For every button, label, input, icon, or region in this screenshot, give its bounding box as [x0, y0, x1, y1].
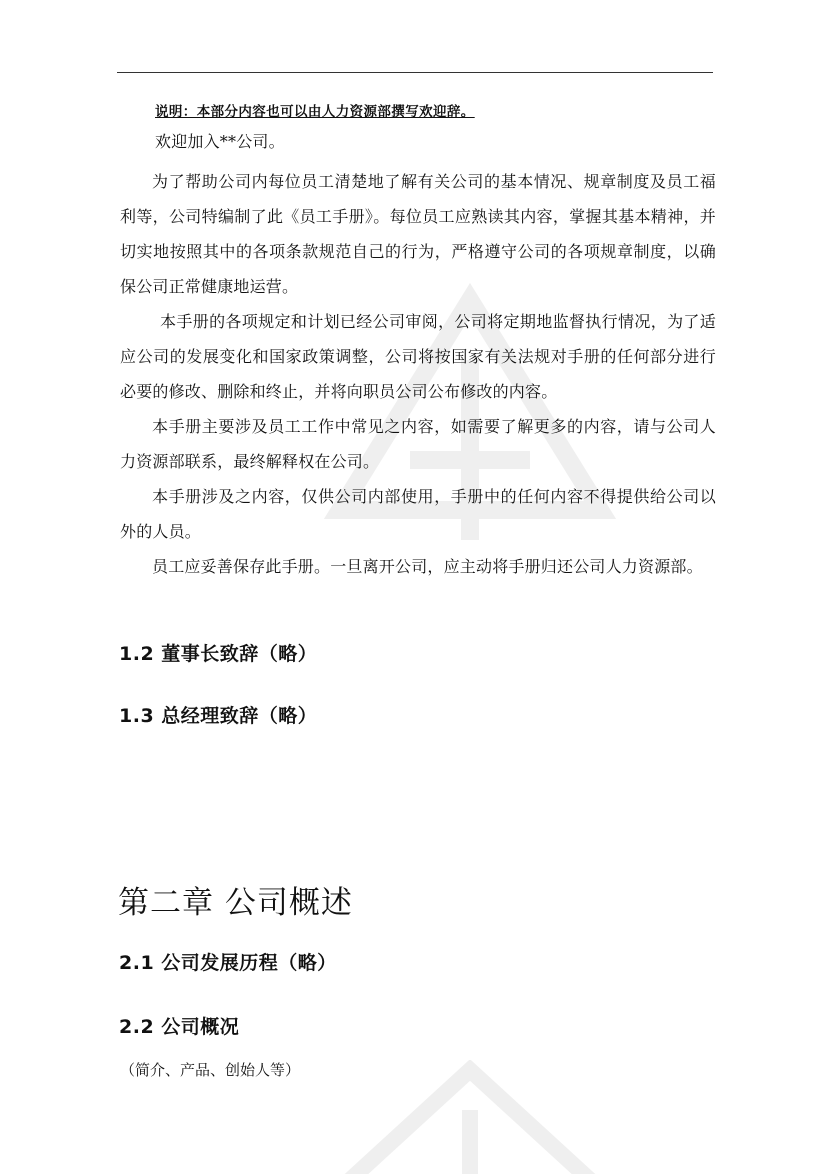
paragraph-3: 本手册主要涉及员工工作中常见之内容，如需要了解更多的内容，请与公司人力资源部联系，最终解释权在公司。: [120, 417, 716, 471]
paragraph-1: 为了帮助公司内每位员工清楚地了解有关公司的基本情况、规章制度及员工福利等，公司特编制了此《员工手册》。每位员工应熟读其内容，掌握其基本精神，并切实地按照其中的各项条款规范自己的行为，严格遵守公司的各项规章制度，以确保公司正常健康地运营。: [120, 172, 716, 296]
welcome-text: 欢迎加入**公司。: [155, 132, 285, 151]
paragraph-5: 员工应妥善保存此手册。一旦离开公司，应主动将手册归还公司人力资源部。: [152, 557, 703, 576]
section-2-2-heading: 2.2 公司概况: [119, 1016, 240, 1038]
section-1-2-heading: 1.2 董事长致辞（略）: [119, 643, 318, 665]
paragraph-4: 本手册涉及之内容，仅供公司内部使用，手册中的任何内容不得提供给公司以外的人员。: [120, 487, 716, 541]
header-rule: [117, 72, 713, 73]
section-2-1-heading: 2.1 公司发展历程（略）: [119, 952, 337, 974]
note-text: 说明：本部分内容也可以由人力资源部撰写欢迎辞。: [155, 104, 475, 120]
paragraph-2: 本手册的各项规定和计划已经公司审阅，公司将定期地监督执行情况，为了适应公司的发展变化和国家政策调整，公司将按国家有关法规对手册的任何部分进行必要的修改、删除和终止，并将向职员公司公布修改的内容。: [120, 312, 716, 401]
chapter-2-heading: 第二章 公司概述: [118, 885, 353, 921]
section-2-2-note: （简介、产品、创始人等）: [120, 1061, 301, 1079]
watermark-logo-bottom: [320, 1060, 620, 1174]
section-1-3-heading: 1.3 总经理致辞（略）: [119, 705, 318, 727]
